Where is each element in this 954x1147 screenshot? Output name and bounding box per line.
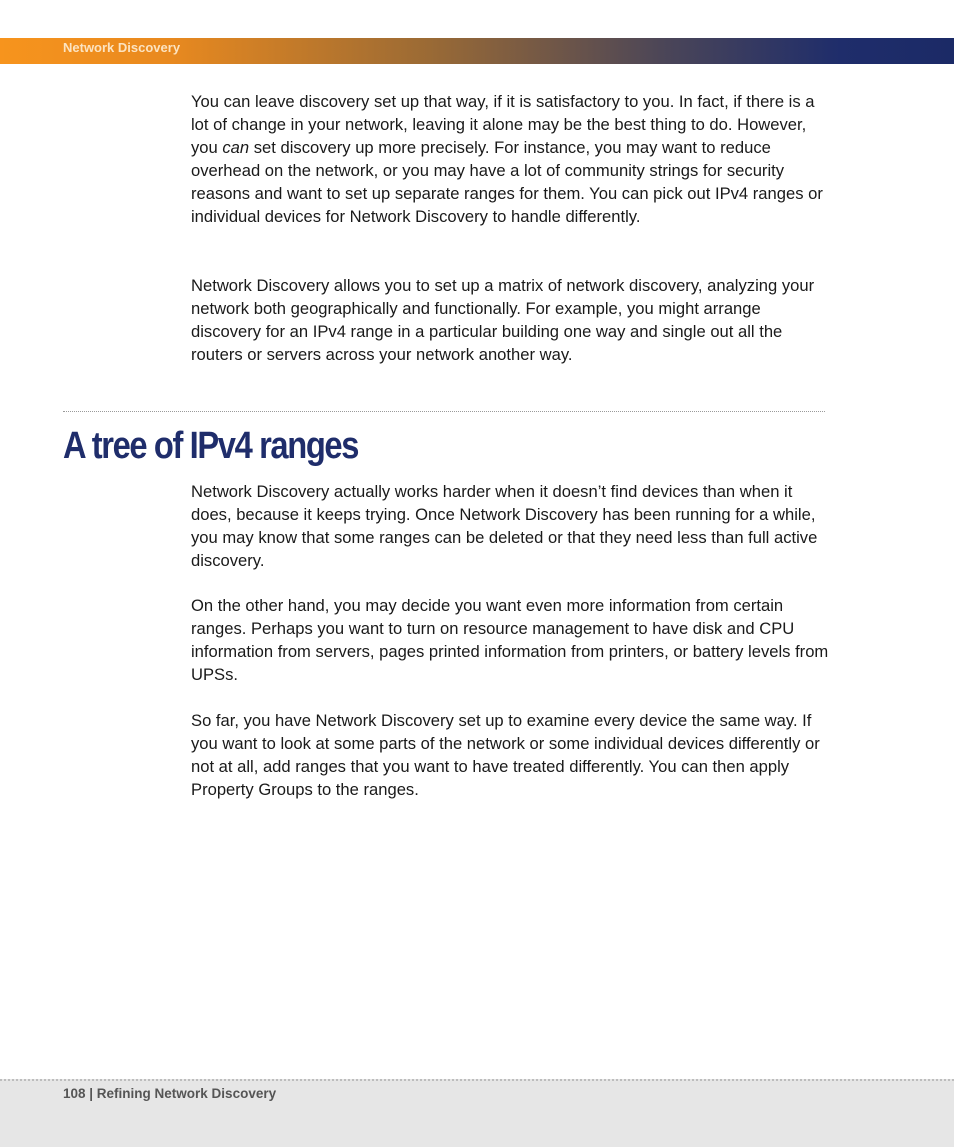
- section-heading: A tree of IPv4 ranges: [63, 425, 359, 467]
- intro-paragraph-1-emphasis: can: [222, 138, 250, 157]
- intro-paragraph-1: [191, 90, 831, 228]
- section-paragraph-1: Network Discovery actually works harder when it doesn’t find devices than when it does, because it keeps trying. Once Network Discovery has been running for a while, you may know that some ranges can be deleted or that they need less than full active discovery.: [191, 482, 818, 570]
- section-paragraph-2: On the other hand, you may decide you want even more information from certain ranges. Perhaps you want to turn on resource management to have disk and CPU information from servers, pages printed information from printers, or battery levels from UPSs.: [191, 596, 829, 684]
- intro-paragraph-2: Network Discovery allows you to set up a matrix of network discovery, analyzing your network both geographically and functionally. For example, you might arrange discovery for an IPv4 range in a particular building one way and single out all the routers or servers across your network another way.: [191, 276, 815, 364]
- header-bar: [0, 38, 954, 64]
- intro-paragraph-1-end: set discovery up more precisely. For instance, you may want to reduce overhead on the network, or you may have a lot of community strings for security reasons and want to set up separate ranges for them. You can pick out IPv4 ranges or individual devices for Network Discovery to handle differently.: [191, 138, 823, 226]
- intro-paragraph-1-start: You can leave discovery set up that way, if it is satisfactory to you. In fact, if there is a lot of change in your network, leaving it alone may be the best thing to do. However, you: [191, 92, 815, 157]
- section-paragraph-3: So far, you have Network Discovery set up to examine every device the same way. If you want to look at some parts of the network or some individual devices differently or not at all, add ranges that you want to have treated differently. You can then apply Property Groups to the ranges.: [191, 711, 820, 799]
- section-divider: [63, 411, 825, 412]
- page-footer: [0, 1079, 954, 1147]
- footer-page-label: 108 | Refining Network Discovery: [63, 1086, 277, 1101]
- header-title: Network Discovery: [63, 40, 181, 55]
